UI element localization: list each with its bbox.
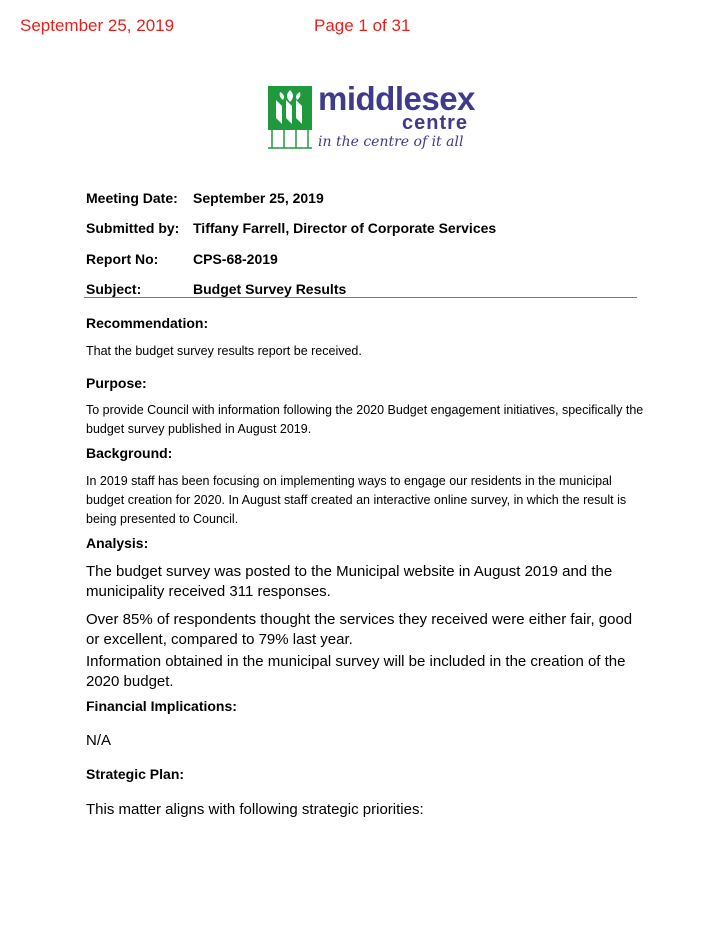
background-text: In 2019 staff has been focusing on implementing ways to engage our residents in the municipal budget creation for 2020. In August staff created an interactive online survey, in which the result is being presented to Council. <box>86 474 627 526</box>
purpose-heading: Purpose: <box>86 375 147 391</box>
strategic-text: This matter aligns with following strategic priorities: <box>86 801 424 818</box>
meta-value: Budget Survey Results <box>193 281 347 297</box>
strategic-heading: Strategic Plan: <box>86 766 185 782</box>
recommendation-heading: Recommendation: <box>86 315 209 331</box>
meta-label: Subject: <box>86 281 142 297</box>
logo-name: middlesex <box>318 80 475 117</box>
meta-label: Meeting Date: <box>86 190 178 206</box>
meta-value: CPS-68-2019 <box>193 251 278 267</box>
financial-text: N/A <box>86 732 112 749</box>
analysis-paragraph: Over 85% of respondents thought the services they received were either fair, good or excellent, compared to 79% last year. <box>86 611 633 648</box>
meta-label: Report No: <box>86 251 159 267</box>
recommendation-text: That the budget survey results report be received. <box>86 344 362 358</box>
background-heading: Background: <box>86 445 173 461</box>
financial-heading: Financial Implications: <box>86 698 237 714</box>
purpose-text: To provide Council with information following the 2020 Budget engagement initiatives, specifically the budget survey published in August 2019. <box>86 403 644 436</box>
header-date: September 25, 2019 <box>20 16 175 35</box>
meta-label: Submitted by: <box>86 220 180 236</box>
page-number: Page 1 of 31 <box>314 16 411 35</box>
meta-value: Tiffany Farrell, Director of Corporate Services <box>193 220 497 236</box>
logo-sub: centre <box>402 112 469 134</box>
logo-tagline: in the centre of it all <box>318 134 464 150</box>
logo-wordmark <box>318 80 475 150</box>
analysis-paragraph: Information obtained in the municipal survey will be included in the creation of the 2020 budget. <box>86 653 626 690</box>
meta-value: September 25, 2019 <box>193 190 324 206</box>
analysis-heading: Analysis: <box>86 535 149 551</box>
header-divider <box>84 297 637 298</box>
analysis-paragraph: The budget survey was posted to the Municipal website in August 2019 and the municipality received 311 responses. <box>86 563 613 600</box>
